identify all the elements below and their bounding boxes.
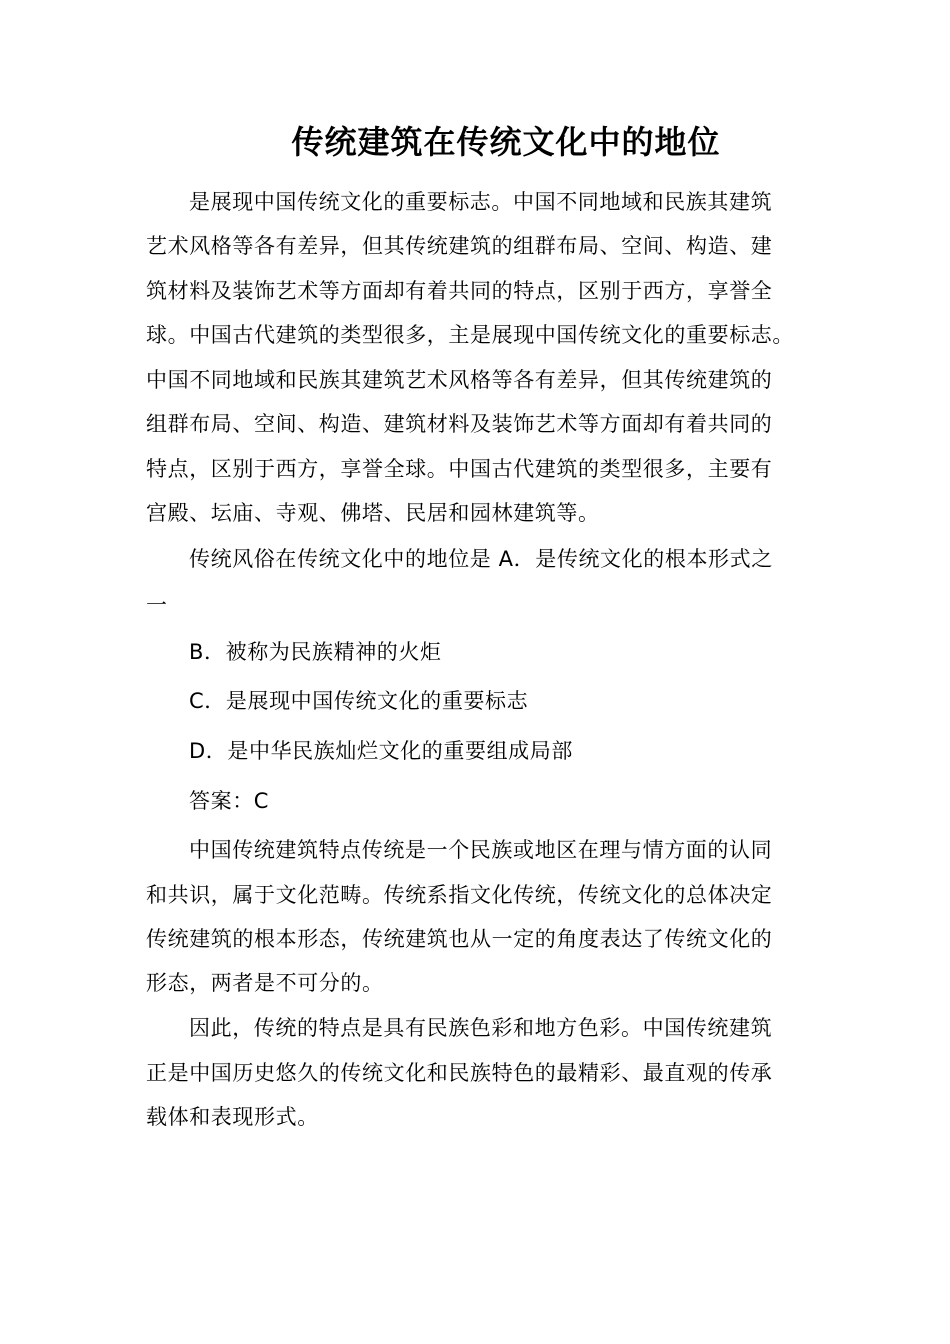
paragraph-2-line-3: 传统建筑的根本形态，传统建筑也从一定的角度表达了传统文化的 <box>146 927 773 951</box>
option-b: B．被称为民族精神的火炬 <box>189 640 442 664</box>
paragraph-1-line-6: 组群布局、空间、构造、建筑材料及装饰艺术等方面却有着共同的 <box>146 412 773 436</box>
document-title: 传统建筑在传统文化中的地位 <box>291 123 721 161</box>
paragraph-3-line-2: 正是中国历史悠久的传统文化和民族特色的最精彩、最直观的传承 <box>146 1061 773 1085</box>
paragraph-1-line-1: 是展现中国传统文化的重要标志。中国不同地域和民族其建筑 <box>189 190 773 214</box>
paragraph-1-line-3: 筑材料及装饰艺术等方面却有着共同的特点，区别于西方，享誉全 <box>146 279 773 303</box>
option-d: D．是中华民族灿烂文化的重要组成局部 <box>189 739 573 763</box>
paragraph-3-line-3: 载体和表现形式。 <box>146 1105 319 1129</box>
paragraph-1-line-2: 艺术风格等各有差异，但其传统建筑的组群布局、空间、构造、建 <box>146 234 773 258</box>
paragraph-3-line-1: 因此，传统的特点是具有民族色彩和地方色彩。中国传统建筑 <box>189 1016 773 1040</box>
answer: 答案：C <box>189 789 270 813</box>
paragraph-1-line-8: 宫殿、坛庙、寺观、佛塔、民居和园林建筑等。 <box>146 501 600 525</box>
paragraph-2-line-4: 形态，两者是不可分的。 <box>146 971 384 995</box>
option-c: C．是展现中国传统文化的重要标志 <box>189 689 529 713</box>
paragraph-1-line-4: 球。中国古代建筑的类型很多，主是展现中国传统文化的重要标志。 <box>146 323 794 347</box>
paragraph-1-line-5: 中国不同地域和民族其建筑艺术风格等各有差异，但其传统建筑的 <box>146 368 773 392</box>
paragraph-2-line-1: 中国传统建筑特点传统是一个民族或地区在理与情方面的认同 <box>189 838 773 862</box>
question-line-1: 传统风俗在传统文化中的地位是 A．是传统文化的根本形式之 <box>189 547 773 571</box>
paragraph-1-line-7: 特点，区别于西方，享誉全球。中国古代建筑的类型很多，主要有 <box>146 457 773 481</box>
paragraph-2-line-2: 和共识，属于文化范畴。传统系指文化传统，传统文化的总体决定 <box>146 883 773 907</box>
question-line-2: 一 <box>146 593 168 617</box>
